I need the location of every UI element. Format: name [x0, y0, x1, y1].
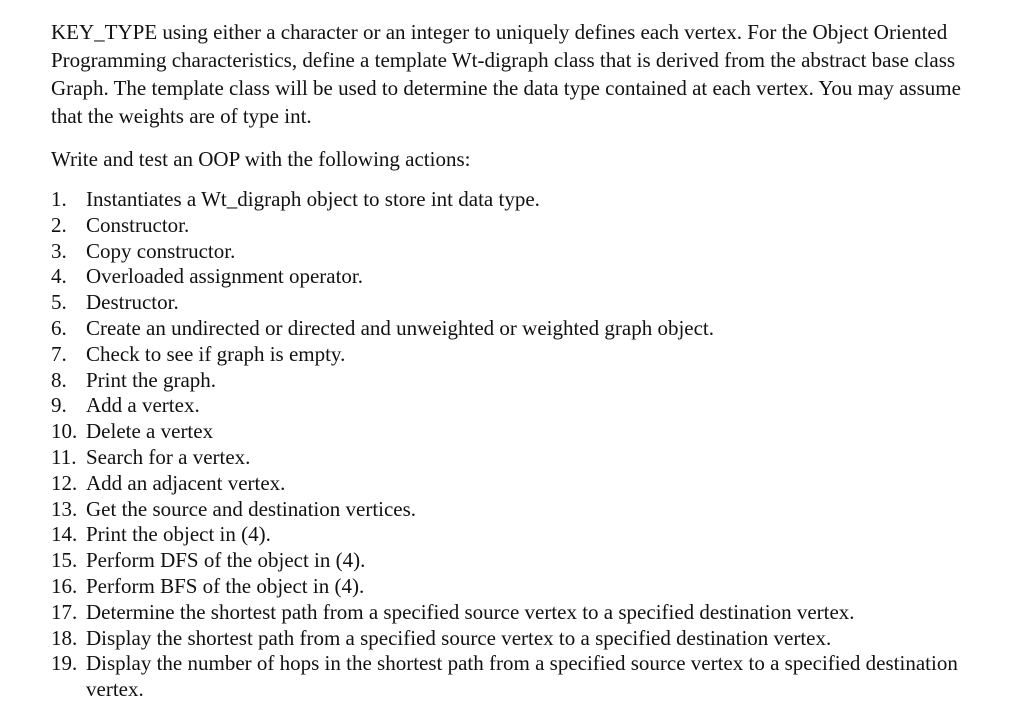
list-item-number: 13.: [51, 496, 78, 521]
list-item-number: 3.: [51, 238, 67, 263]
list-item-number: 4.: [51, 264, 67, 289]
list-item-number: 2.: [51, 212, 67, 237]
list-item-text: Add a vertex.: [86, 393, 200, 418]
list-item-number: 5.: [51, 290, 67, 315]
list-item-text: Search for a vertex.: [86, 444, 251, 469]
list-item: [51, 522, 971, 548]
list-item: [51, 368, 971, 394]
list-item-text: Instantiates a Wt_digraph object to store int data type.: [86, 187, 540, 211]
intro-paragraph: KEY_TYPE using either a character or an integer to uniquely defines each vertex. For the Object Oriented Programming characteristics, define a template Wt-digraph class that is derived from the abstract base class Graph. The template class will be used to determine the data type contained at each vertex. You may assume that the weights are of type int.: [51, 20, 961, 128]
list-item: [51, 651, 971, 703]
list-item: [51, 187, 971, 213]
list-item-number: 11.: [51, 444, 77, 469]
lead-paragraph: Write and test an OOP with the following actions:: [51, 147, 471, 171]
list-item-number: 6.: [51, 315, 67, 340]
list-item-number: 12.: [51, 470, 78, 495]
list-item-text: Overloaded assignment operator.: [86, 264, 363, 289]
list-item-text: Get the source and destination vertices.: [86, 496, 417, 521]
list-item-text: Print the graph.: [86, 367, 217, 392]
list-item-text: Create an undirected or directed and unweighted or weighted graph object.: [86, 315, 715, 340]
list-item-number: 17.: [51, 599, 78, 624]
list-item: [51, 264, 971, 290]
list-item-text: Display the shortest path from a specified source vertex to a specified destination vertex.: [86, 625, 832, 650]
list-item: [51, 445, 971, 471]
list-item-text: Perform BFS of the object in (4).: [86, 573, 365, 598]
list-item-text: Delete a vertex: [86, 419, 214, 444]
list-item-text: Add an adjacent vertex.: [86, 470, 286, 495]
list-item-text: Print the object in (4).: [86, 522, 271, 547]
list-item: [51, 316, 971, 342]
list-item: [51, 497, 971, 523]
list-item-number: 18.: [51, 625, 78, 650]
list-item: [51, 239, 971, 265]
list-item-number: 19.: [51, 651, 78, 676]
list-item-text: Perform DFS of the object in (4).: [86, 548, 366, 573]
list-item-number: 15.: [51, 548, 78, 573]
list-item-text: Constructor.: [86, 212, 190, 237]
list-item-number: 16.: [51, 573, 78, 598]
list-item-text: Determine the shortest path from a specified source vertex to a specified destination vertex.: [86, 599, 855, 624]
list-item: [51, 626, 971, 652]
list-item-number: 1.: [51, 187, 67, 211]
list-item: [51, 600, 971, 626]
list-item: [51, 290, 971, 316]
list-item-text: Copy constructor.: [86, 238, 236, 263]
list-item-text: Display the number of hops in the shortest path from a specified source vertex to a specified destination vertex.: [86, 651, 958, 702]
list-item: [51, 393, 971, 419]
list-item: [51, 213, 971, 239]
list-item-number: 7.: [51, 341, 67, 366]
list-item-number: 10.: [51, 419, 78, 444]
list-item: [51, 548, 971, 574]
list-item-number: 8.: [51, 367, 67, 392]
list-item-text: Destructor.: [86, 290, 179, 315]
list-item: [51, 574, 971, 600]
list-item-text: Check to see if graph is empty.: [86, 341, 346, 366]
list-item-number: 9.: [51, 393, 67, 418]
document-body: [51, 18, 971, 703]
list-item-number: 14.: [51, 522, 78, 547]
list-item: [51, 342, 971, 368]
actions-list: [51, 187, 971, 703]
list-item: [51, 471, 971, 497]
list-item: [51, 419, 971, 445]
